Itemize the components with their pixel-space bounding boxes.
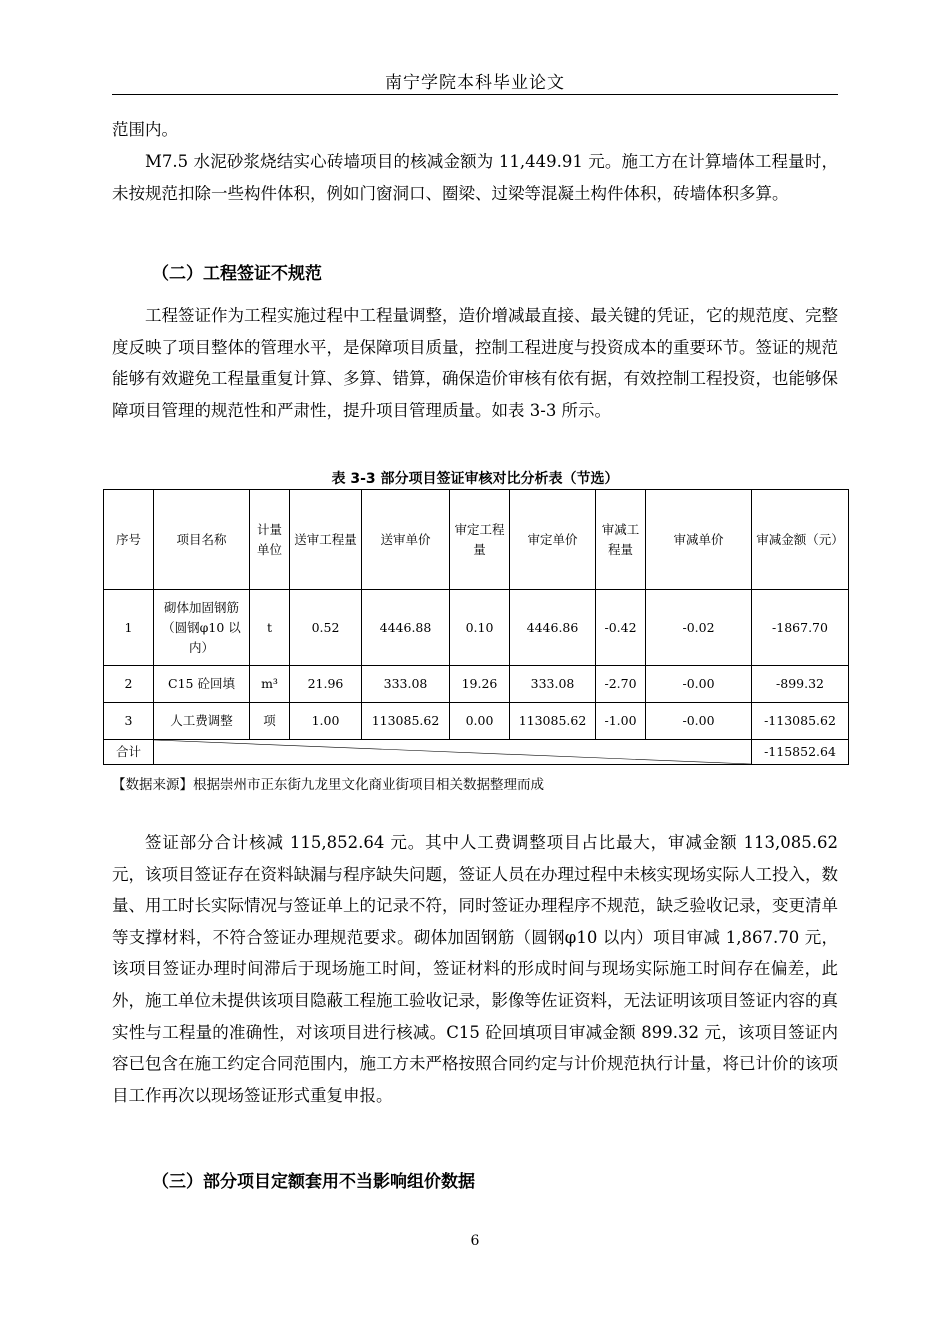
cell: 0.52 bbox=[290, 590, 362, 666]
cell: 项 bbox=[250, 703, 290, 740]
table-row bbox=[104, 703, 849, 740]
col-header-approved-qty: 审定工程量 bbox=[450, 490, 510, 590]
col-header-reduced-price: 审减单价 bbox=[646, 490, 752, 590]
cell: 2 bbox=[104, 666, 154, 703]
cell: m³ bbox=[250, 666, 290, 703]
cell: 1 bbox=[104, 590, 154, 666]
total-value: -115852.64 bbox=[752, 740, 849, 765]
diagonal-line bbox=[154, 740, 751, 764]
col-header-submitted-qty: 送审工程量 bbox=[290, 490, 362, 590]
section-heading-2: （二）工程签证不规范 bbox=[152, 264, 322, 284]
col-header-submitted-price: 送审单价 bbox=[362, 490, 450, 590]
total-blank-cell bbox=[154, 740, 752, 765]
cell: -0.00 bbox=[646, 703, 752, 740]
cell: C15 砼回填 bbox=[154, 666, 250, 703]
table-row bbox=[104, 666, 849, 703]
cell: 砌体加固钢筋（圆钢φ10 以内） bbox=[154, 590, 250, 666]
header-rule bbox=[112, 94, 838, 95]
cell: 人工费调整 bbox=[154, 703, 250, 740]
col-header-approved-price: 审定单价 bbox=[510, 490, 596, 590]
cell: -2.70 bbox=[596, 666, 646, 703]
data-source-note: 【数据来源】根据崇州市正东街九龙里文化商业街项目相关数据整理而成 bbox=[112, 777, 544, 793]
paragraph-m75-wall: M7.5 水泥砂浆烧结实心砖墙项目的核减金额为 11,449.91 元。施工方在计算墙体工程量时，未按规范扣除一些构件体积，例如门窗洞口、圈梁、过梁等混凝土构件体积，砖墙体积多算。 bbox=[112, 152, 838, 203]
cell: 113085.62 bbox=[362, 703, 450, 740]
table-row bbox=[104, 590, 849, 666]
table-caption: 表 3-3 部分项目签证审核对比分析表（节选） bbox=[331, 471, 619, 487]
cell: -1.00 bbox=[596, 703, 646, 740]
cell: 4446.86 bbox=[510, 590, 596, 666]
page-number: 6 bbox=[470, 1233, 480, 1249]
cell: -113085.62 bbox=[752, 703, 849, 740]
page-header: 南宁学院本科毕业论文 bbox=[385, 73, 565, 93]
cell: -0.02 bbox=[646, 590, 752, 666]
cell: 0.00 bbox=[450, 703, 510, 740]
cell: -0.42 bbox=[596, 590, 646, 666]
section-heading-3: （三）部分项目定额套用不当影响组价数据 bbox=[152, 1172, 475, 1192]
cell: 113085.62 bbox=[510, 703, 596, 740]
cell: -1867.70 bbox=[752, 590, 849, 666]
cell: t bbox=[250, 590, 290, 666]
table-header-row bbox=[104, 490, 849, 590]
paragraph-visa-intro: 工程签证作为工程实施过程中工程量调整，造价增减最直接、最关键的凭证，它的规范度、完整度反映了项目整体的管理水平，是保障项目质量，控制工程进度与投资成本的重要环节。签证的规范能够有效避免工程量重复计算、多算、错算，确保造价审核有依有据，有效控制工程投资，也能够保障项目管理的规范性和严肃性，提升项目管理质量。如表 3-3 所示。 bbox=[112, 306, 838, 420]
col-header-reduced-amount: 审减金额（元） bbox=[752, 490, 849, 590]
cell: 333.08 bbox=[362, 666, 450, 703]
total-label: 合计 bbox=[104, 740, 154, 765]
cell: 1.00 bbox=[290, 703, 362, 740]
cell: 4446.88 bbox=[362, 590, 450, 666]
table-total-row bbox=[104, 740, 849, 765]
cell: 19.26 bbox=[450, 666, 510, 703]
cell: 3 bbox=[104, 703, 154, 740]
cell: -0.00 bbox=[646, 666, 752, 703]
paragraph-visa-analysis: 签证部分合计核减 115,852.64 元。其中人工费调整项目占比最大，审减金额 113,085.62 元，该项目签证存在资料缺漏与程序缺失问题，签证人员在办理过程中未核实现场实际人工投入，数量、用工时长实际情况与签证单上的记录不符，同时签证办理程序不规范，缺乏验收记录，变更清单等支撑材料，不符合签证办理规范要求。砌体加固钢筋（圆钢φ10 以内）项目审减 1,867.70 元，该项目签证办理时间滞后于现场施工时间，签证材料的形成时间与现场实际施工时间存在偏差，此外，施工单位未提供该项目隐蔽工程施工验收记录，影像等佐证资料，无法证明该项目签证内容的真实性与工程量的准确性，对该项目进行核减。C15 砼回填项目审减金额 899.32 元，该项目签证内容已包含在施工约定合同范围内，施工方未严格按照合同约定与计价规范执行计量，将已计价的该项目工作再次以现场签证形式重复申报。 bbox=[112, 833, 838, 1105]
cell: 21.96 bbox=[290, 666, 362, 703]
visa-comparison-table bbox=[103, 489, 849, 765]
cell: 0.10 bbox=[450, 590, 510, 666]
cell: 333.08 bbox=[510, 666, 596, 703]
col-header-item-name: 项目名称 bbox=[154, 490, 250, 590]
cell: -899.32 bbox=[752, 666, 849, 703]
col-header-unit: 计量单位 bbox=[250, 490, 290, 590]
col-header-index: 序号 bbox=[104, 490, 154, 590]
paragraph-continued: 范围内。 bbox=[112, 120, 178, 139]
col-header-reduced-qty: 审减工程量 bbox=[596, 490, 646, 590]
